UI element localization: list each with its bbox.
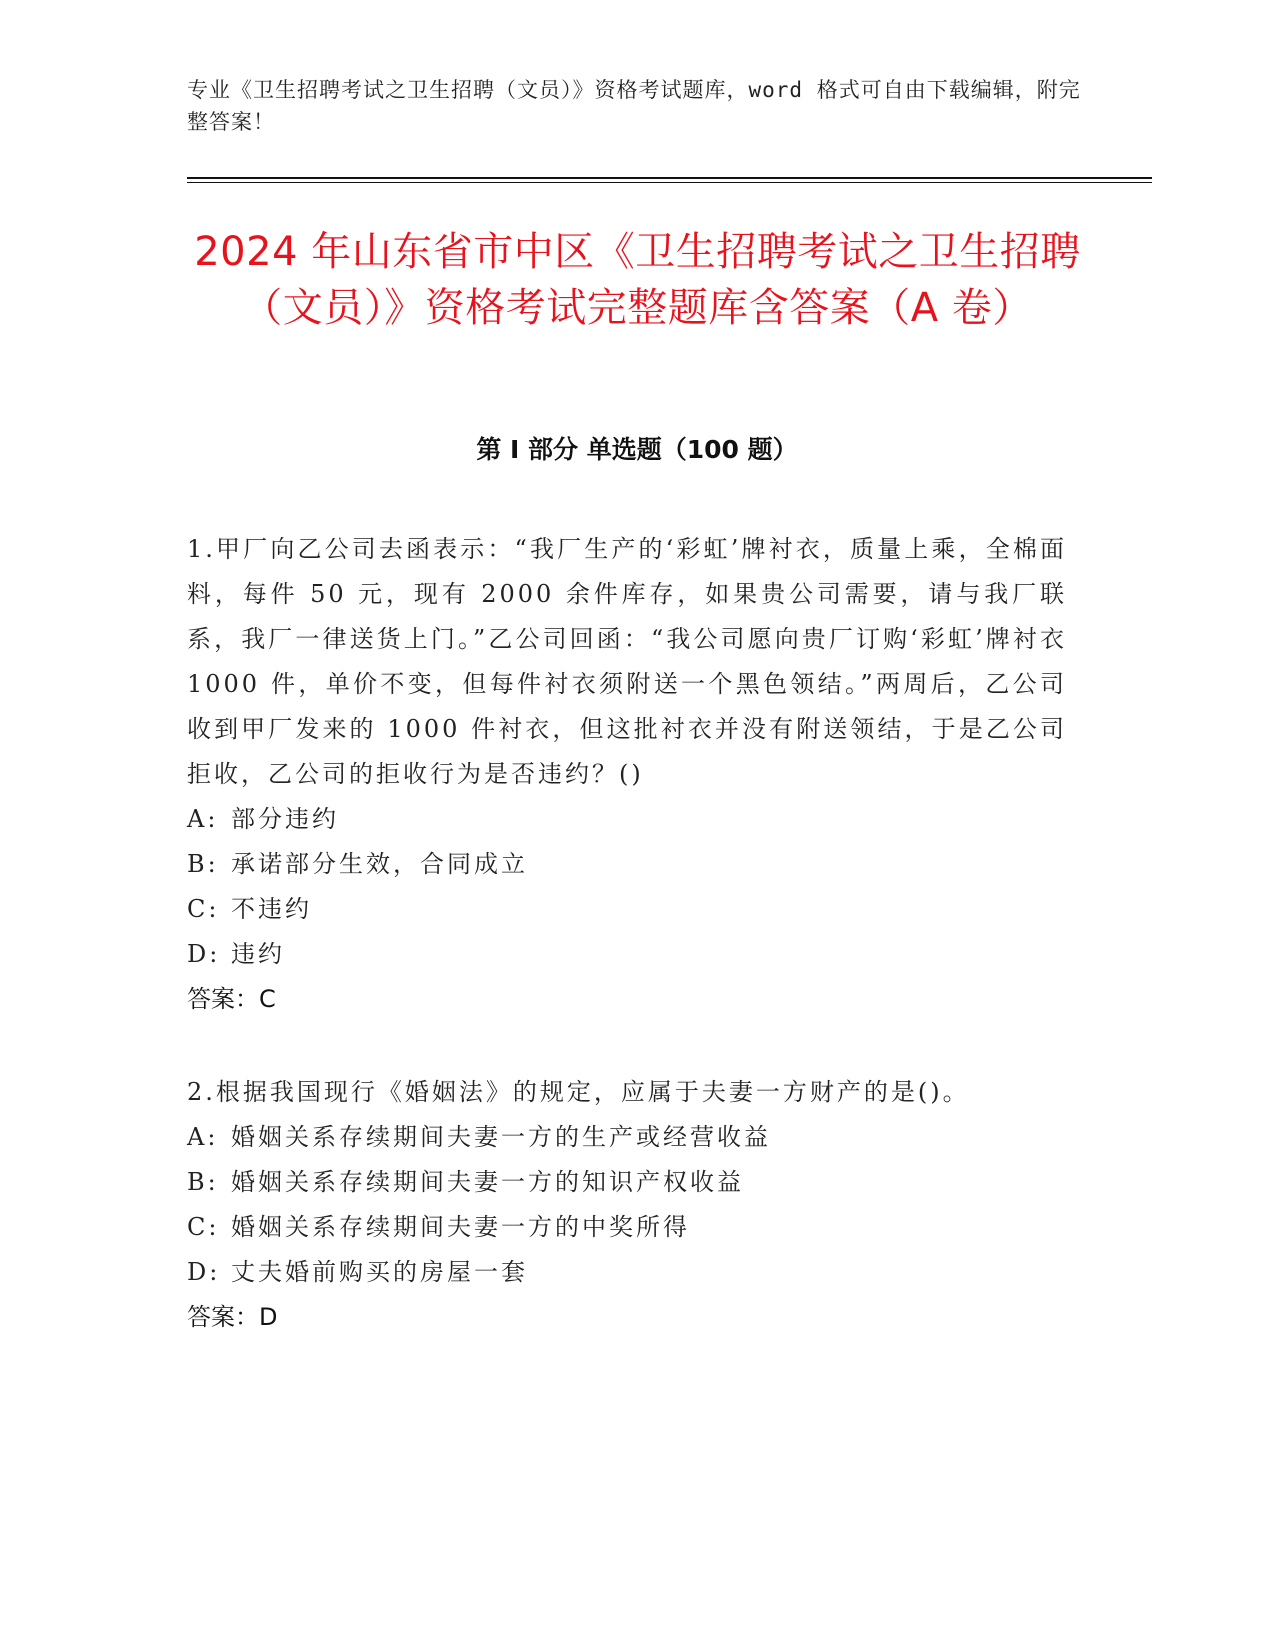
question-2	[187, 1070, 1067, 1340]
option-a	[187, 797, 1067, 842]
option-text: 婚姻关系存续期间夫妻一方的知识产权收益	[231, 1168, 744, 1196]
question-1	[187, 527, 1067, 1022]
question-stem: 2.根据我国现行《婚姻法》的规定，应属于夫妻一方财产的是()。	[187, 1078, 970, 1106]
document-title: 2024 年山东省市中区《卫生招聘考试之卫生招聘（文员）》资格考试完整题库含答案（A 卷）	[194, 229, 1081, 331]
option-a	[187, 1115, 1067, 1160]
option-key: A:	[187, 1123, 219, 1151]
option-b	[187, 842, 1067, 887]
option-b	[187, 1160, 1067, 1205]
option-c	[187, 1205, 1067, 1250]
header-note: 专业《卫生招聘考试之卫生招聘（文员）》资格考试题库，word 格式可自由下载编辑，附完整答案！	[187, 78, 1081, 134]
answer-line: 答案：D	[187, 1303, 278, 1331]
option-key: D:	[187, 1258, 221, 1286]
option-text: 婚姻关系存续期间夫妻一方的中奖所得	[231, 1213, 690, 1241]
option-list	[187, 797, 1067, 977]
option-c	[187, 887, 1067, 932]
option-key: A:	[187, 805, 219, 833]
option-key: C:	[187, 1213, 220, 1241]
option-key: C:	[187, 895, 220, 923]
option-text: 部分违约	[231, 805, 339, 833]
option-text: 丈夫婚前购买的房屋一套	[231, 1258, 528, 1286]
answer-line: 答案：C	[187, 985, 276, 1013]
option-d	[187, 932, 1067, 977]
header-divider-thick	[187, 177, 1152, 179]
section-title: 第 I 部分 单选题（100 题）	[476, 435, 798, 464]
option-key: B:	[187, 1168, 219, 1196]
header-divider-thin	[187, 182, 1152, 183]
option-key: B:	[187, 850, 219, 878]
option-text: 不违约	[231, 895, 312, 923]
option-d	[187, 1250, 1067, 1295]
option-text: 婚姻关系存续期间夫妻一方的生产或经营收益	[231, 1123, 771, 1151]
option-list	[187, 1115, 1067, 1295]
question-stem: 1.甲厂向乙公司去函表示：“我厂生产的‘彩虹’牌衬衣，质量上乘，全棉面料，每件 50 元，现有 2000 余件库存，如果贵公司需要，请与我厂联系，我厂一律送货上门。”乙公司回函：“我公司愿向贵厂订购‘彩虹’牌衬衣 1000 件，单价不变，但每件衬衣须附送一个黑色领结。”两周后，乙公司收到甲厂发来的 1000 件衬衣，但这批衬衣并没有附送领结，于是乙公司拒收，乙公司的拒收行为是否违约？()	[187, 535, 1067, 788]
option-text: 承诺部分生效，合同成立	[231, 850, 528, 878]
option-key: D:	[187, 940, 221, 968]
option-text: 违约	[231, 940, 285, 968]
